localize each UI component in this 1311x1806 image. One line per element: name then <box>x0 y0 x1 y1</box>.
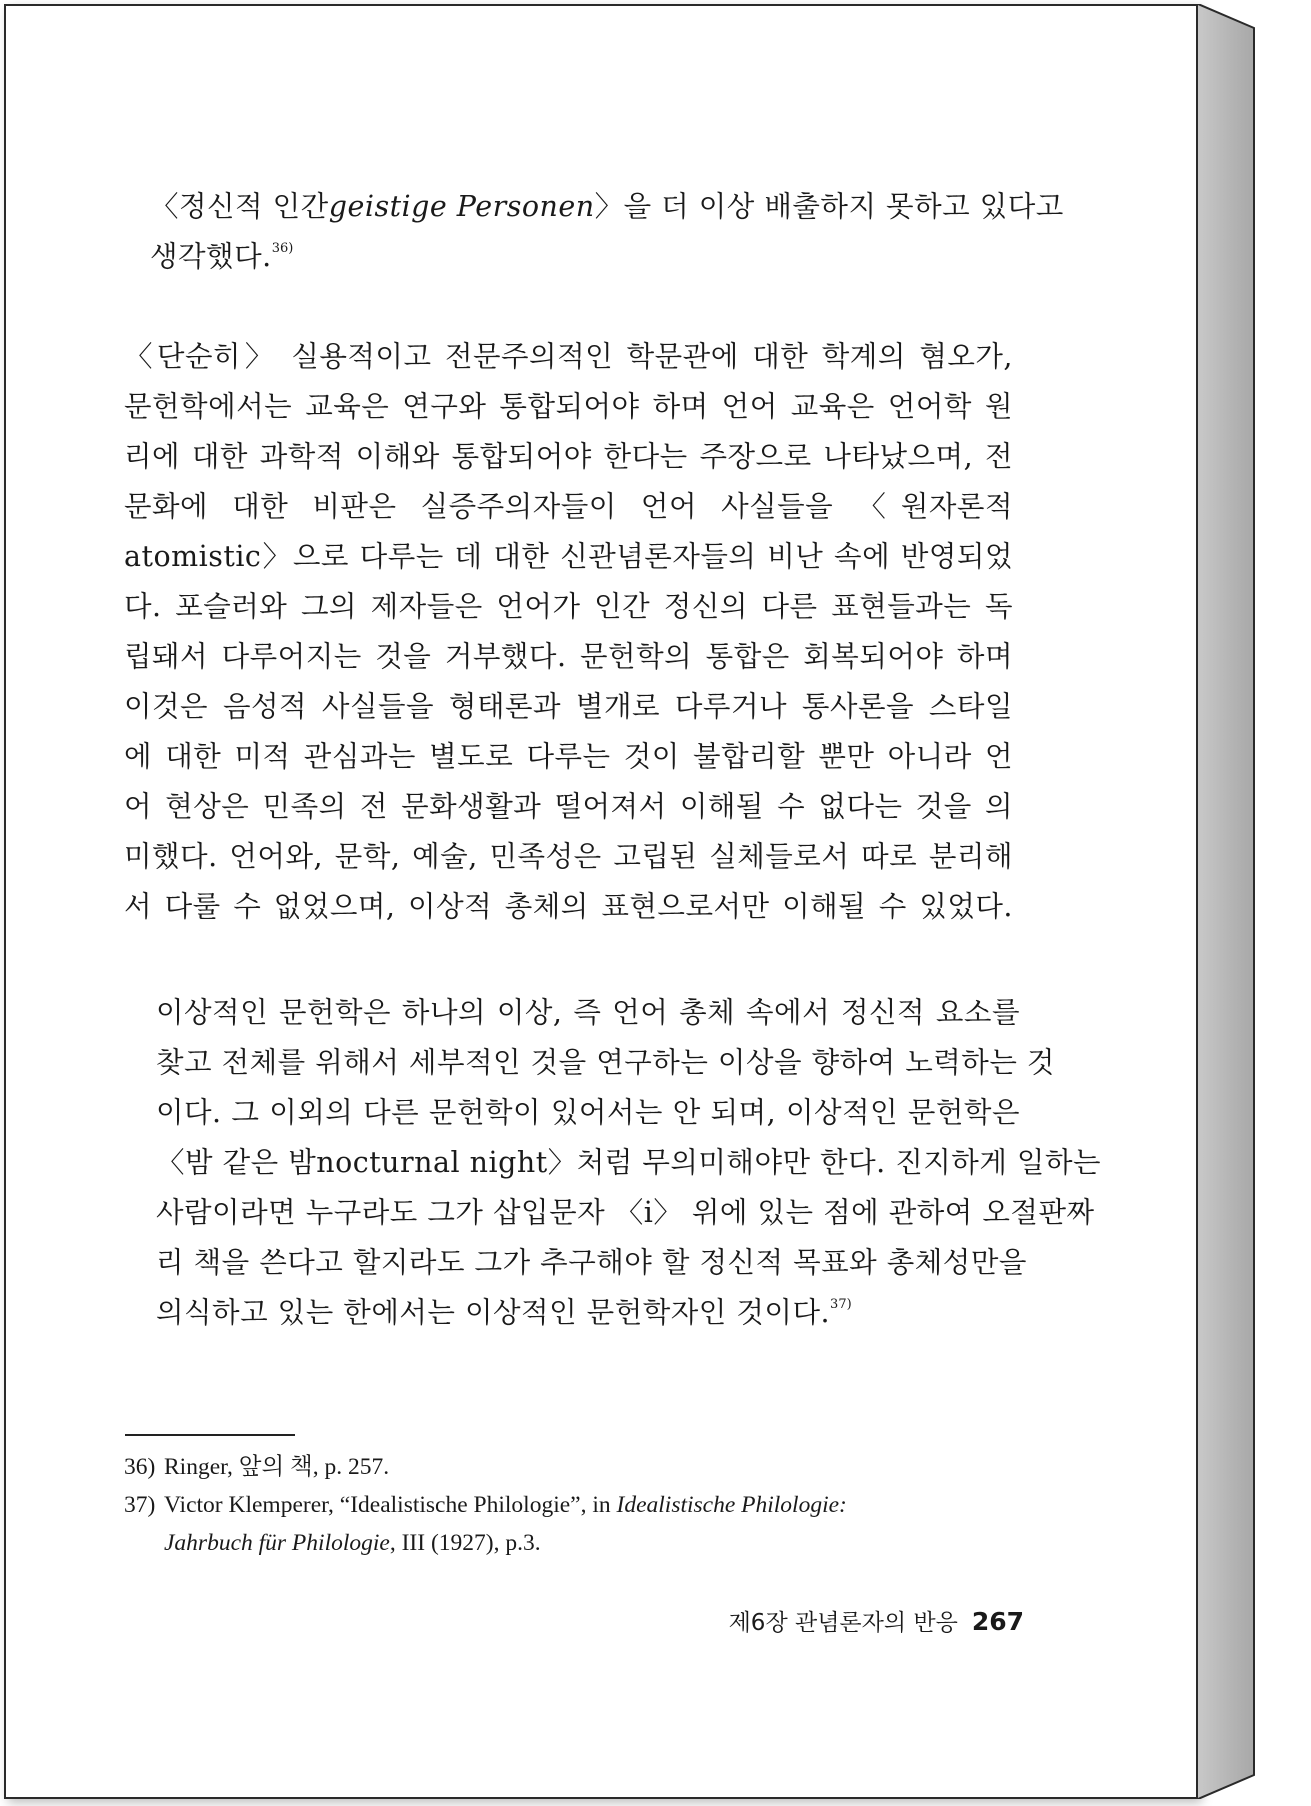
chapter-title: 제6장 관념론자의 반응 <box>728 1610 958 1636</box>
quote1-line-2: 생각했다.$^{36)}$ <box>150 240 294 273</box>
body-line: 리에 대한 과학적 이해와 통합되어야 한다는 주장으로 나타났으며, 전 <box>124 440 1013 473</box>
quote2-line: 〈밤 같은 밤nocturnal night〉처럼 무의미해야만 한다. 진지하게 일하는 <box>156 1146 1102 1179</box>
body-line: atomistic〉으로 다루는 데 대한 신관념론자들의 비난 속에 반영되었 <box>124 540 1013 573</box>
footnote-ref-37[interactable]: 37) <box>830 1297 852 1312</box>
footnote-number: 36) <box>124 1454 156 1480</box>
block-quote-2 <box>156 988 1102 1338</box>
footnotes <box>124 1448 1024 1562</box>
page-number: 267 <box>971 1607 1024 1636</box>
quote2-line: 이상적인 문헌학은 하나의 이상, 즉 언어 총체 속에서 정신적 요소를 <box>156 996 1020 1029</box>
body-line: 문헌학에서는 교육은 연구와 통합되어야 하며 언어 교육은 언어학 원 <box>124 390 1013 423</box>
body-line: 이것은 음성적 사실들을 형태론과 별개로 다루거나 통사론을 스타일 <box>124 690 1013 723</box>
page-edge-outline <box>1198 4 1256 1799</box>
body-line: 에 대한 미적 관심과는 별도로 다루는 것이 불합리할 뿐만 아니라 언 <box>124 740 1013 773</box>
body-line: 어 현상은 민족의 전 문화생활과 떨어져서 이해될 수 없다는 것을 의 <box>124 790 1013 823</box>
footnote-number: 37) <box>124 1492 156 1518</box>
body-paragraph <box>124 332 1013 932</box>
body-line: 〈단순히〉 실용적이고 전문주의적인 학문관에 대한 학계의 혐오가, <box>124 340 1013 373</box>
body-line: 미했다. 언어와, 문학, 예술, 민족성은 고립된 실체들로서 따로 분리해 <box>124 840 1013 873</box>
body-line: 립돼서 다루어지는 것을 거부했다. 문헌학의 통합은 회복되어야 하며 <box>124 640 1013 673</box>
footnote-text: Victor Klemperer, “Idealistische Philologie”, in Idealistische Philologie: Jahrbuch für Philologie, III (1927), p.3. <box>164 1492 847 1556</box>
footnote-divider <box>125 1434 295 1436</box>
body-line: 서 다룰 수 없었으며, 이상적 총체의 표현으로서만 이해될 수 있었다. <box>124 890 1013 923</box>
quote2-last-line: 의식하고 있는 한에서는 이상적인 문헌학자인 것이다.$^{37)}$ <box>156 1296 852 1329</box>
quote2-line: 이다. 그 이외의 다른 문헌학이 있어서는 안 되며, 이상적인 문헌학은 <box>156 1096 1020 1129</box>
body-line: 문화에 대한 비판은 실증주의자들이 언어 사실들을 〈원자론적 <box>124 490 1013 523</box>
quote2-line: 찾고 전체를 위해서 세부적인 것을 연구하는 이상을 향하여 노력하는 것 <box>156 1046 1055 1079</box>
quote2-line: 사람이라면 누구라도 그가 삽입문자 〈i〉 위에 있는 점에 관하여 오절판짜 <box>156 1196 1095 1229</box>
block-quote-1 <box>150 182 1064 282</box>
quote2-line: 리 책을 쓴다고 할지라도 그가 추구해야 할 정신적 목표와 총체성만을 <box>156 1246 1027 1279</box>
body-line: 다. 포슬러와 그의 제자들은 언어가 인간 정신의 다른 표현들과는 독 <box>124 590 1013 623</box>
footnote-text: Ringer, 앞의 책, p. 257. <box>164 1454 390 1480</box>
running-footer <box>729 1604 1024 1637</box>
quote1-line-1: 〈정신적 인간geistige Personen〉을 더 이상 배출하지 못하고 있다고 <box>150 190 1064 223</box>
footnote-ref-36[interactable]: 36) <box>271 241 294 256</box>
footnote-37 <box>124 1486 1024 1562</box>
footnote-36 <box>124 1448 1024 1486</box>
